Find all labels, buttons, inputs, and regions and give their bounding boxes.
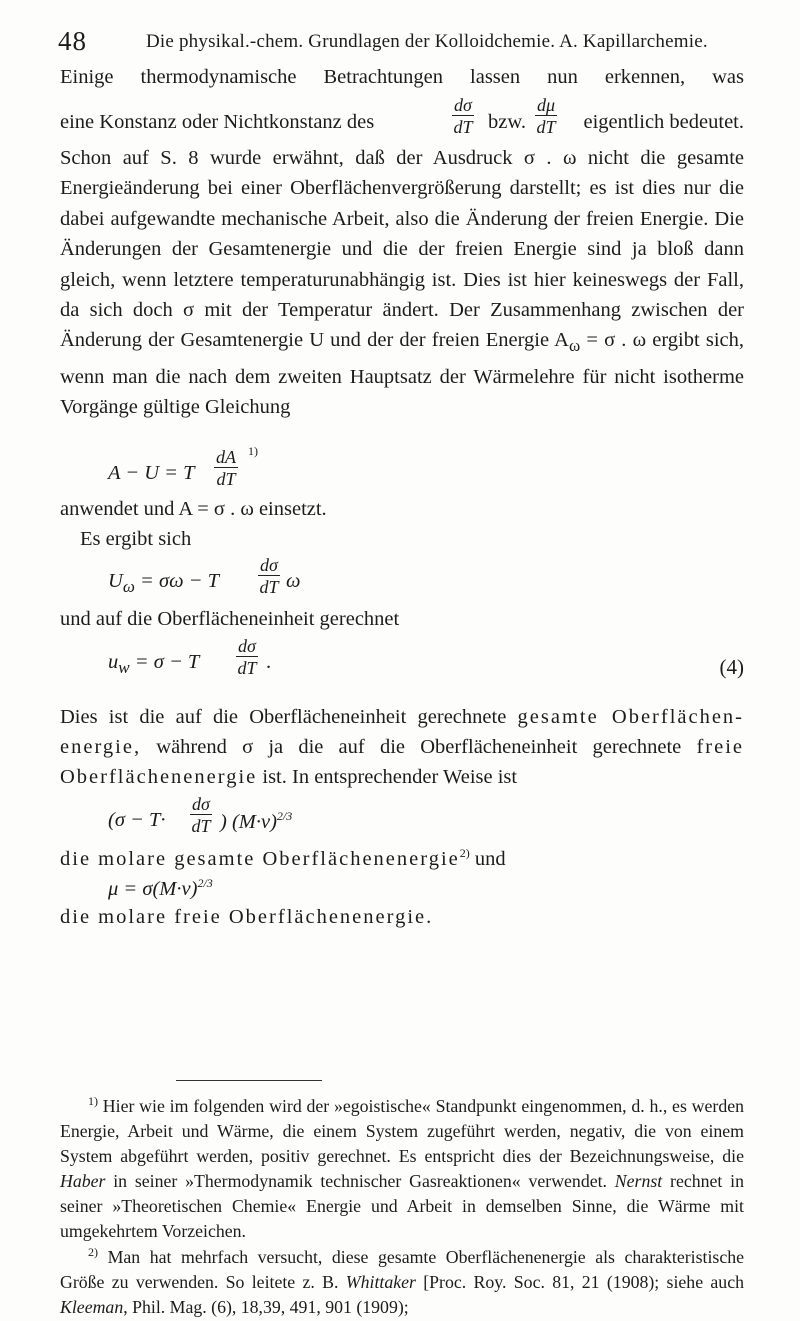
fraction-denominator: dT [259,577,279,597]
equation-lhs: $U_\omega = \sigma\omega - T$ [108,570,220,597]
fraction-numerator: dμ [537,95,556,115]
equation-tail: ω [286,570,301,592]
subscript: ω [568,336,581,356]
text-line: energie, während σ ja die auf die Oberflächeneinheit gerechnete freie [60,736,744,758]
fraction-dsigma-dT [452,96,474,136]
text-line: Einige thermodynamische Betrachtungen lassen nun erkennen, was [60,66,744,88]
text-line: die molare freie Oberflächenenergie. [60,906,434,928]
footnote-1: $^{1)}$ Hier wie im folgenden wird der »egoistische« Standpunkt eingenommen, d. h., es werden Energie, Arbeit und Wärme, die einem System zugeführt werden, negativ, die von einem System abgeführt werden, positiv gerechnet. Es entspricht dies der Bezeichnungsweise, die Haber in seiner »Thermodynamik technischer Gasreaktionen« verwendet. Nernst rechnet in seiner »Theoretischen Chemie« Energie und Arbeit in demselben Sinne, die Wärme mit umgekehrtem Vorzeichen. [60,1094,744,1241]
footnote-ref: 1) [248,444,258,458]
text-line: und auf die Oberflächeneinheit gerechnet [60,608,400,630]
emphasis-spaced: energie, [60,736,142,758]
equation-lhs: A − U = T [108,462,195,484]
emphasis-spaced: gesamte Oberflächen- [517,706,745,728]
fraction-numerator: dσ [454,95,472,115]
paragraph-text: = σ . ω ergibt sich, wenn man die nach dem zweiten Hauptsatz der Wärmelehre für nicht isotherme Vorgänge gültige Gleichung [60,329,744,419]
equation-tail: . [266,651,272,673]
fraction-dmu-dT [535,96,557,136]
equation-part: ) $(M\cdot v)^{2/3}$ [220,809,293,833]
fraction-denominator: dT [237,658,257,678]
page-number: 48 [58,26,87,56]
fraction-numerator: dσ [260,555,278,575]
fraction-dsigma-dT [190,795,212,835]
text-segment: bzw. [488,111,526,133]
running-title: Die physikal.-chem. Grundlagen der Kolloidchemie. A. Kapillarchemie. [146,31,708,52]
equation-lhs: $u_w = \sigma - T$ [108,651,200,678]
fraction-numerator: dσ [238,636,256,656]
footnote-ref: 2) [459,846,470,860]
fraction-denominator: dT [536,117,556,137]
footnote-2: $^{2)}$ Man hat mehrfach versucht, diese gesamte Oberflächenenergie als charakteristische Größe zu verwenden. So leitete z. B. Whittaker [Proc. Roy. Soc. 81, 21 (1908); siehe auch Kleeman, Phil. Mag. (6), 18,39, 491, 901 (1909); [60,1245,744,1317]
text-line: Dies ist die auf die Oberflächeneinheit gerechnete gesamte Oberflächen- [60,706,745,728]
emphasis-spaced: freie [696,736,744,758]
text-line: Es ergibt sich [80,528,192,550]
footnote-divider [176,1080,322,1081]
fraction-dsigma-dT [236,637,258,677]
fraction-denominator: dT [216,469,236,489]
text-segment: eine Konstanz oder Nichtkonstanz des [60,111,375,133]
text-line: die molare gesamte Oberflächenenergie$^{2)}$ und [60,846,506,870]
fraction-denominator: dT [453,117,473,137]
text-line: Oberflächenenergie ist. In entsprechender Weise ist [60,766,518,788]
text-line: anwendet und A = σ . ω einsetzt. [60,498,327,520]
fraction-numerator: dσ [192,794,210,814]
paragraph [60,143,744,423]
fraction-denominator: dT [191,816,211,836]
equation-part: (σ − T· [108,809,166,831]
fraction-numerator: dA [216,447,236,467]
equation-mu: $\mu = \sigma(M\cdot v)^{2/3}$ [108,876,213,900]
fraction-dA-dT [214,448,238,488]
footnote-mark: 1) [88,1094,98,1108]
paragraph-text: Schon auf S. 8 wurde erwähnt, daß der Ausdruck σ . ω nicht die gesamte Energieänderung bei einer Oberflächenvergrößerung darstellt; es ist dies nur die dabei aufgewandte mechanische Arbeit, also die Änderung der freien Energie. Die Änderungen der Gesamtenergie und die der freien Energie sind ja bloß dann gleich, wenn letztere temperaturunabhängig ist. Dies ist hier keineswegs der Fall, da sich doch σ mit der Temperatur ändert. Der Zusammenhang zwischen der Änderung der Gesamtenergie U und der der freien Energie A [60,147,744,352]
text-segment: eigentlich bedeutet. [583,111,744,133]
footnote-mark: 2) [88,1245,98,1259]
running-header [58,22,744,62]
fraction-dsigma-dT [258,556,280,596]
emphasis-spaced: Oberflächenenergie [60,766,258,788]
equation-number: (4) [719,655,744,679]
text-line-with-fractions [60,96,744,146]
